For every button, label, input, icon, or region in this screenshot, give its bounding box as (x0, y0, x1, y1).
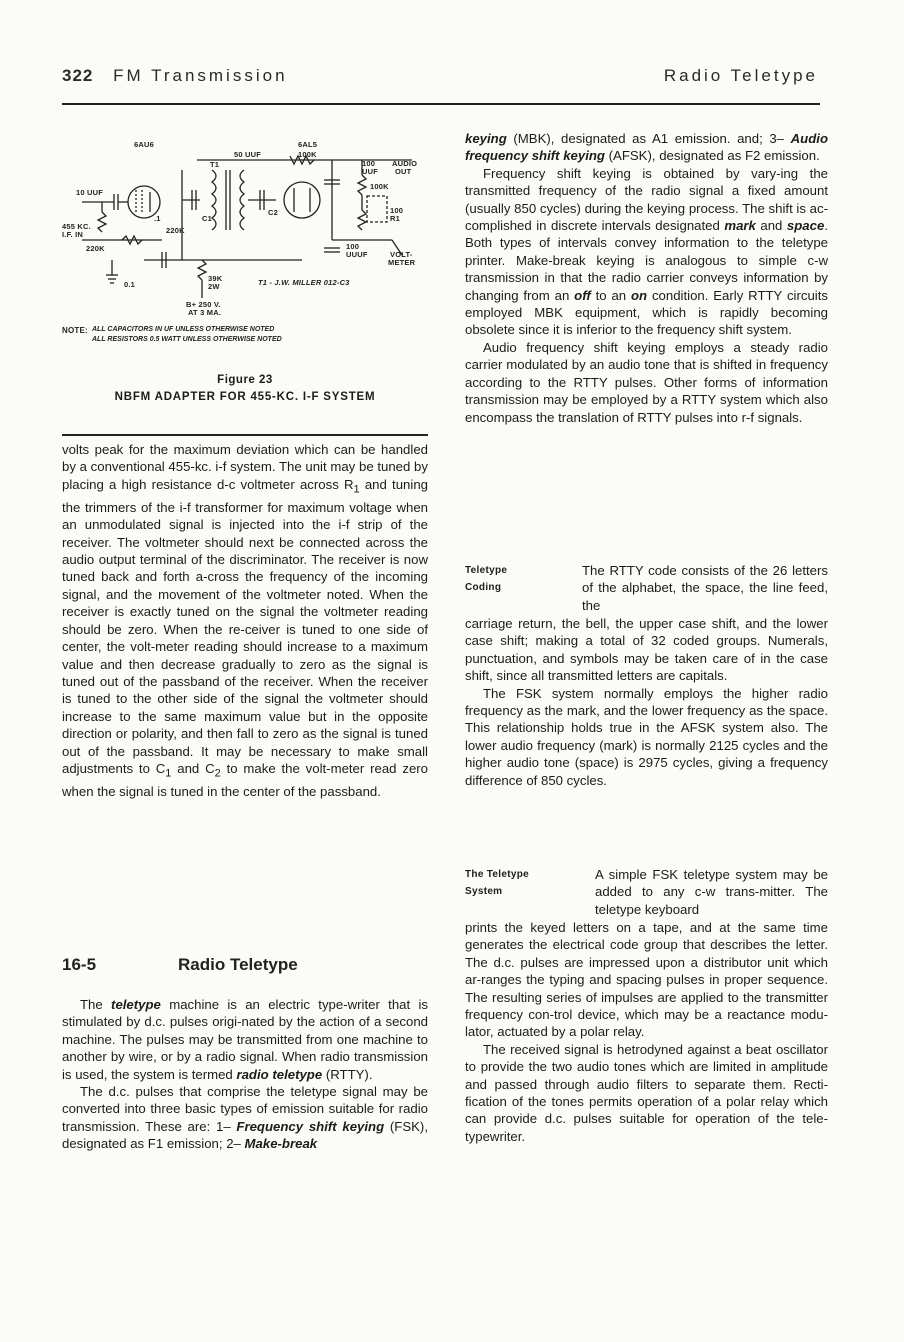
section-heading (62, 955, 298, 975)
label-t1: T1 (210, 160, 220, 169)
label-0-1: 0.1 (124, 280, 136, 289)
section-number: 16-5 (62, 955, 97, 974)
paragraph-mark-space: The FSK system normally employs the higher radio frequency as the mark, and the lower frequency as the space. This relationship holds true in the AFSK system also. The lower audio frequency (mark) is normally 2125 cycles and the higher audio tone (space) is 2975 cycles, giving a frequency difference of 850 cycles. (465, 685, 828, 788)
note-resistors: ALL RESISTORS 0.5 WATT UNLESS OTHERWISE NOTED (92, 336, 282, 343)
label-bplus: B+ 250 V. (186, 300, 221, 309)
figure-23 (62, 130, 428, 430)
paragraph-system-rest: prints the keyed letters on a tape, and at the same time generates the electrical code group that describes the letter. The d.c. pulses are impressed upon a distributor unit which ar-ranges the typing and spacing pulses in proper sequence. The resulting series of impulses are applied to the transmitter frequency con-trol device, which may be a reactance modu-lator, actuated by a polar relay. (465, 920, 828, 1040)
label-100-meter: 100 (390, 206, 404, 215)
label-r1: R1 (390, 214, 400, 223)
label-6au6: 6AU6 (134, 140, 154, 149)
label-50uuf: 50 UUF (234, 150, 262, 159)
label-c2: C2 (268, 208, 278, 217)
label-6al5: 6AL5 (298, 140, 318, 149)
page-number: 322 (62, 66, 94, 85)
side-head-teletype-coding: Teletype Coding (465, 565, 508, 594)
section-running-title: Radio Teletype (663, 66, 818, 85)
label-100k-top: 100K (298, 150, 317, 159)
label-100-top: 100 (362, 159, 376, 168)
right-column-middle (465, 615, 828, 789)
paragraph-fsk: Frequency shift keying is obtained by vary-ing the transmitted frequency of the radio signal a fixed amount (usually 850 cycles) during the keying process. The shift is ac-complished in discrete intervals designated mark and space. Both types of intervals convey information to the teletype printer. Make-break keying is analogous to simple c-w transmission in that the radio carrier conveys information by changing from an off to an on condition. Early RTTY circuits employed MBK equipment, which is rapidly becoming obsolete since it is inferior to the frequency shift system. (465, 165, 828, 338)
label-2w: 2W (208, 282, 220, 291)
figure-caption: NBFM ADAPTER FOR 455-KC. I-F SYSTEM (114, 391, 376, 403)
label-uuf-top: UUF (362, 167, 379, 176)
label-3ma: AT 3 MA. (188, 308, 222, 317)
label-39k: 39K (208, 274, 223, 283)
paragraph-afsk: Audio frequency shift keying employs a steady radio carrier modulated by an audio tone that is shifted in frequency according to the RTTY pulses. Other forms of information transmission may be employed by a RTTY system which also encompass the translation of RTTY pulses into r-f signals. (465, 339, 828, 425)
label-01: .1 (154, 214, 161, 223)
label-if-in: I.F. IN (62, 230, 83, 239)
label-meter: METER (388, 258, 416, 267)
label-c1: C1 (202, 214, 212, 223)
paragraph-coding-indented: The RTTY code consists of the 26 letters of the alphabet, the space, the line feed, the (582, 563, 828, 613)
label-uuuf-bot: UUUF (346, 250, 368, 259)
paragraph-keying-types: keying (MBK), designated as A1 emission. and; 3– Audio frequency shift keying (AFSK), designated as F2 emission. (465, 131, 828, 164)
right-column-lower (465, 919, 828, 1145)
label-455kc: 455 KC. (62, 222, 91, 231)
label-audio: AUDIO (392, 159, 418, 168)
paragraph-voltmeter: volts peak for the maximum deviation which can be handled by a conventional 455-kc. i-f system. The unit may be tuned by placing a high resistance d-c voltmeter across $R_1$ and tuning the trimmers of the i-f transformer for maximum voltage when an unmodulated signal is injected into the i-f strip of the receiver. The voltmeter should next be connected across the audio output terminal of the discriminator. The receiver is now tuned back and forth a-cross the frequency of the incoming signal, and the movement of the voltmeter noted. When the receiver is exactly tuned on the signal the voltmeter reading should be zero. When the re-ceiver is tuned to one side of center, the volt-meter reading should increase to a maximum value and then decrease gradually to zero as the signal is tuned out of the passband of the receiver. When the receiver is tuned to the other side of the signal the voltmeter should increase to the same maximum value but in the opposite direction or polarity, and then fall to zero as the signal is tuned out of the passband. It may be necessary to make small adjustments to $C_1$ and $C_2$ to make the volt-meter read zero when the signal is tuned in the center of the passband. (62, 442, 429, 799)
label-10uuf: 10 UUF (76, 188, 104, 197)
paragraph-coding-rest: carriage return, the bell, the upper case shift, and the lower case shift; making a total of 32 coded groups. Numerals, punctuation, and symbols may be taken care of in the case shift, since all transmitted letters are capitals. (465, 616, 828, 684)
label-out: OUT (395, 167, 412, 176)
note-label: NOTE: (62, 326, 88, 335)
section-title: Radio Teletype (178, 955, 298, 974)
right-column-upper (465, 130, 828, 426)
header-rule (62, 103, 820, 105)
left-column-upper (62, 441, 428, 800)
label-100k-right: 100K (370, 182, 389, 191)
side-head-teletype-system: The Teletype System (465, 869, 529, 898)
label-transformer: T1 - J.W. MILLER 012-C3 (258, 278, 350, 287)
left-column-lower (62, 996, 428, 1153)
figure-title: Figure 23 (217, 374, 273, 386)
note-capacitors: ALL CAPACITORS IN UF UNLESS OTHERWISE NOTED (92, 326, 275, 333)
label-220k-mid: 220K (166, 226, 185, 235)
paragraph-received-signal: The received signal is hetrodyned against a beat oscillator to provide the two audio tones which are limited in amplitude and passed through audio filters to separate them. Recti-fication of the tones permits operation of a polar relay which can provide d.c. pulses suitable for operation of the tele-typewriter. (465, 1041, 828, 1144)
chapter-title: FM Transmission (113, 66, 288, 85)
paragraph-teletype-intro: The teletype machine is an electric type-writer that is stimulated by d.c. pulses origi-nated by the action of a second machine. The pulses may be transmitted from one machine to another by wire, or by a radio signal. When radio transmission is used, the system is termed radio teletype (RTTY). (62, 997, 428, 1082)
label-100-bot: 100 (346, 242, 360, 251)
page-header-left (62, 66, 288, 86)
label-volt: VOLT- (390, 250, 413, 259)
paragraph-emission-types: The d.c. pulses that comprise the teletype signal may be converted into three basic types of emission suitable for radio transmission. These are: 1– Frequency shift keying (FSK), designated as F1 emission; 2– Make-break (62, 1084, 428, 1152)
figure-rule (62, 434, 428, 436)
label-220k-left: 220K (86, 244, 105, 253)
paragraph-system-indented: A simple FSK teletype system may be added to any c-w trans-mitter. The teletype keyboard (595, 867, 828, 917)
